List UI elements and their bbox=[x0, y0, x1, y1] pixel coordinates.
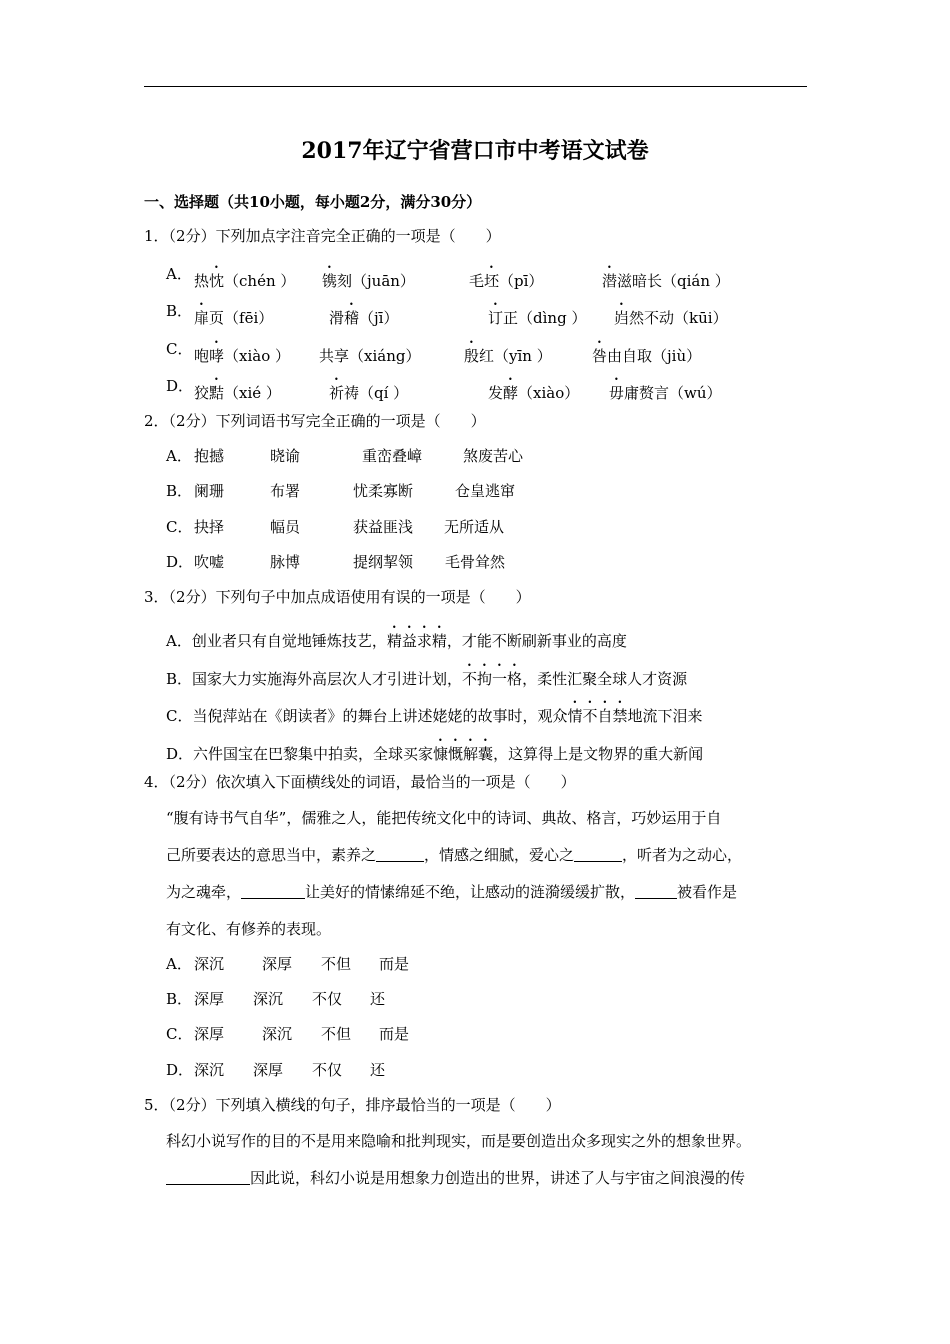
option-word: 仓皇逃窜 bbox=[455, 482, 516, 500]
option-word: 还 bbox=[370, 1061, 386, 1079]
option-word: 深沉 bbox=[194, 955, 225, 973]
option-word: 共享（xiáng） bbox=[319, 347, 421, 365]
option-word: 深沉 bbox=[194, 1061, 225, 1079]
option-word: 不但 bbox=[321, 1025, 352, 1043]
option-word: 潜滋暗长（qián ） bbox=[602, 272, 730, 290]
option-word: 深厚 bbox=[194, 990, 225, 1008]
dotted-idiom: 不拘一格 bbox=[462, 670, 523, 688]
q3-option-a[interactable]: A．创业者只有自觉地锤炼技艺，精益求精，才能不断刷新事业的高度 bbox=[166, 632, 627, 650]
option-label: D． bbox=[166, 377, 194, 395]
option-word: 而是 bbox=[379, 955, 410, 973]
option-label: C． bbox=[166, 518, 193, 536]
question-3-stem: 3．（2分）下列句子中加点成语使用有误的一项是（ ） bbox=[144, 588, 531, 606]
option-word: 获益匪浅 bbox=[353, 518, 414, 536]
page-title: 2017年辽宁省营口市中考语文试卷 bbox=[301, 138, 649, 164]
option-word: 阑珊 bbox=[194, 482, 225, 500]
option-word: 咎由自取（jiù） bbox=[592, 347, 702, 365]
fill-blank[interactable] bbox=[376, 845, 424, 862]
option-word: 毛骨耸然 bbox=[445, 553, 506, 571]
option-word: 吹嘘 bbox=[194, 553, 225, 571]
option-word: 镌刻（juān） bbox=[322, 272, 415, 290]
dotted-idiom: 慷慨解囊 bbox=[433, 745, 494, 763]
option-word: 晓谕 bbox=[270, 447, 301, 465]
option-word: 抉择 bbox=[194, 518, 225, 536]
option-word: 发酵（xiào） bbox=[488, 384, 580, 402]
q4-passage-line: “腹有诗书气自华”，儒雅之人，能把传统文化中的诗词、典故、格言，巧妙运用于自 bbox=[166, 809, 722, 827]
option-word: 提纲挈领 bbox=[353, 553, 414, 571]
fill-blank[interactable] bbox=[635, 882, 677, 899]
option-label: B． bbox=[166, 670, 193, 688]
option-word: 殷红（yīn ） bbox=[464, 347, 552, 365]
option-word: 深厚 bbox=[253, 1061, 284, 1079]
option-word: 幅员 bbox=[270, 518, 301, 536]
option-label: A． bbox=[166, 265, 192, 283]
option-word: 热忱（chén ） bbox=[194, 272, 296, 290]
option-label: B． bbox=[166, 482, 193, 500]
option-word: 而是 bbox=[379, 1025, 410, 1043]
dotted-idiom: 情不自禁 bbox=[567, 707, 628, 725]
option-word: 煞废苦心 bbox=[463, 447, 524, 465]
option-label: D． bbox=[166, 1061, 194, 1079]
dotted-idiom: 精益求精 bbox=[386, 632, 447, 650]
option-word: 深沉 bbox=[262, 1025, 293, 1043]
option-label: C． bbox=[166, 340, 193, 358]
option-word: 不仅 bbox=[312, 1061, 343, 1079]
option-word: 重峦叠嶂 bbox=[362, 447, 423, 465]
option-label: B． bbox=[166, 990, 193, 1008]
option-word: 布署 bbox=[270, 482, 301, 500]
option-word: 还 bbox=[370, 990, 386, 1008]
q5-passage-line: 科幻小说写作的目的不是用来隐喻和批判现实，而是要创造出众多现实之外的想象世界。 bbox=[166, 1132, 752, 1150]
option-word: 抱撼 bbox=[194, 447, 225, 465]
fill-blank[interactable] bbox=[574, 845, 622, 862]
option-word: 毛坯（pī） bbox=[469, 272, 544, 290]
option-word: 狡黠（xié ） bbox=[194, 384, 281, 402]
option-word: 不仅 bbox=[312, 990, 343, 1008]
option-word: 扉页（fēi） bbox=[194, 309, 274, 327]
option-word: 毋庸赘言（wú） bbox=[609, 384, 722, 402]
q4-passage-line: 己所要表达的意思当中，素养之 ，情感之细腻，爱心之 ，听者为之动心， bbox=[166, 846, 743, 864]
option-label: C． bbox=[166, 707, 193, 725]
option-word: 岿然不动（kūi） bbox=[614, 309, 728, 327]
option-word: 深厚 bbox=[194, 1025, 225, 1043]
option-label: C． bbox=[166, 1025, 193, 1043]
header-rule bbox=[144, 86, 807, 87]
option-label: A． bbox=[166, 447, 192, 465]
option-label: B． bbox=[166, 302, 193, 320]
question-1-stem: 1．（2分）下列加点字注音完全正确的一项是（ ） bbox=[144, 227, 501, 245]
option-word: 深沉 bbox=[253, 990, 284, 1008]
question-4-stem: 4．（2分）依次填入下面横线处的词语，最恰当的一项是（ ） bbox=[144, 773, 576, 791]
option-word: 咆哮（xiào ） bbox=[194, 347, 291, 365]
q3-option-d[interactable]: D．六件国宝在巴黎集中拍卖，全球买家慷慨解囊，这算得上是文物界的重大新闻 bbox=[166, 745, 704, 763]
section-heading: 一、选择题（共10小题，每小题2分，满分30分） bbox=[144, 193, 482, 211]
option-word: 订正（dìng ） bbox=[488, 309, 587, 327]
option-label: D． bbox=[166, 745, 194, 763]
fill-blank[interactable] bbox=[166, 1168, 250, 1185]
question-5-stem: 5．（2分）下列填入横线的句子，排序最恰当的一项是（ ） bbox=[144, 1096, 561, 1114]
option-word: 祈祷（qí ） bbox=[329, 384, 409, 402]
option-label: A． bbox=[166, 955, 192, 973]
option-word: 不但 bbox=[321, 955, 352, 973]
option-label: D． bbox=[166, 553, 194, 571]
option-word: 无所适从 bbox=[444, 518, 505, 536]
q4-passage-line: 为之魂牵， 让美好的情愫绵延不绝，让感动的涟漪缓缓扩散， 被看作是 bbox=[166, 883, 738, 901]
option-word: 忧柔寡断 bbox=[353, 482, 414, 500]
q5-passage-line: 因此说，科幻小说是用想象力创造出的世界，讲述了人与宇宙之间浪漫的传 bbox=[166, 1167, 745, 1189]
option-word: 滑稽（jī） bbox=[329, 309, 399, 327]
option-word: 深厚 bbox=[262, 955, 293, 973]
q3-option-b[interactable]: B．国家大力实施海外高层次人才引进计划，不拘一格，柔性汇聚全球人才资源 bbox=[166, 670, 688, 688]
question-2-stem: 2．（2分）下列词语书写完全正确的一项是（ ） bbox=[144, 412, 486, 430]
option-label: A． bbox=[166, 632, 192, 650]
q3-option-c[interactable]: C．当倪萍站在《朗读者》的舞台上讲述姥姥的故事时，观众情不自禁地流下泪来 bbox=[166, 707, 703, 725]
fill-blank[interactable] bbox=[241, 882, 305, 899]
option-word: 脉博 bbox=[270, 553, 301, 571]
q4-passage-line: 有文化、有修养的表现。 bbox=[166, 920, 332, 938]
